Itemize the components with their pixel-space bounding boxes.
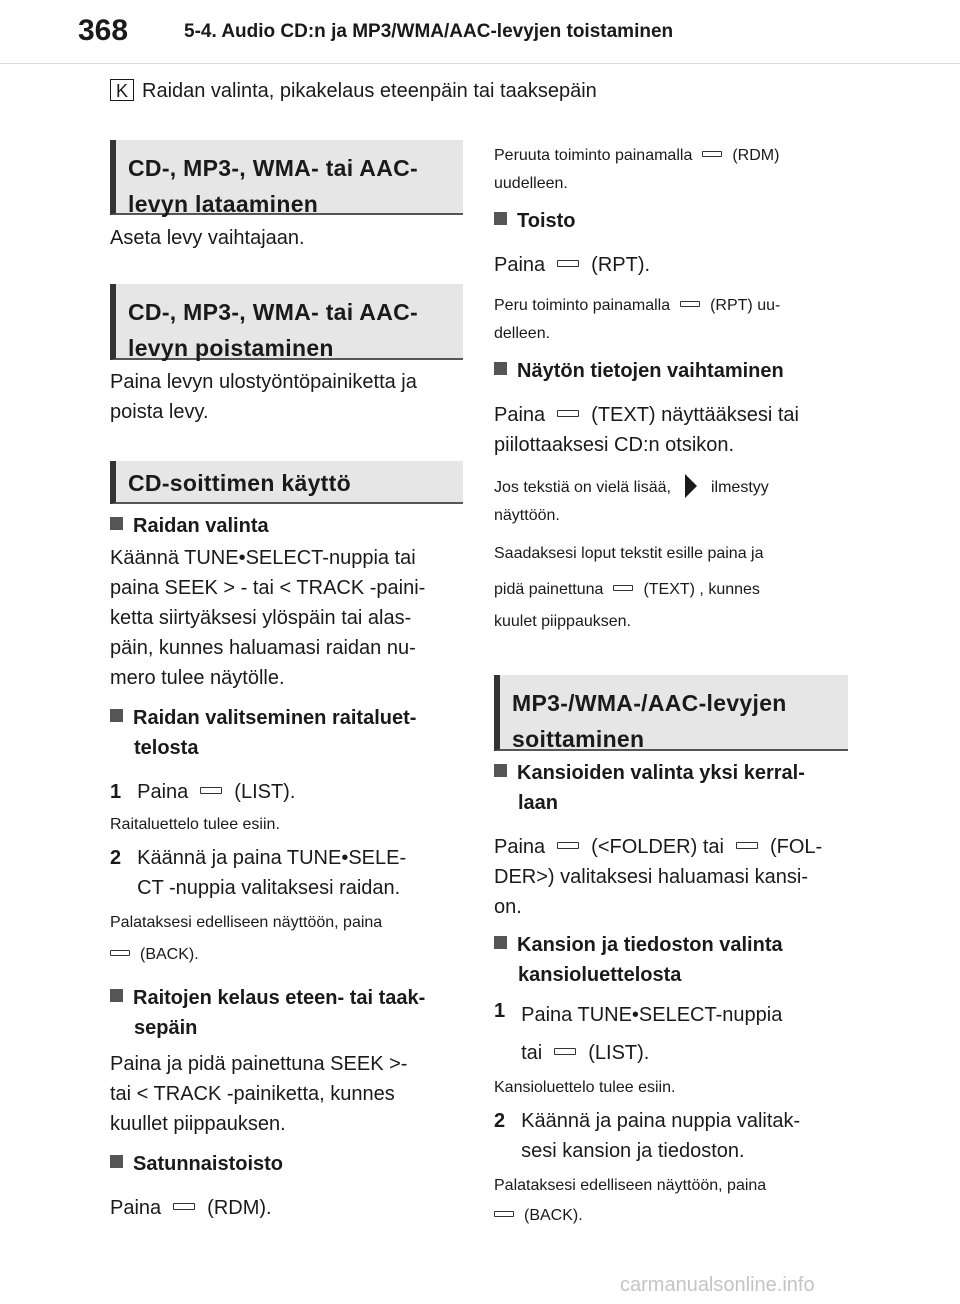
subheading-random: Satunnaistoisto	[110, 1149, 463, 1179]
bullet-square-icon	[494, 212, 507, 225]
page-number: 368	[78, 14, 129, 47]
right-content	[494, 142, 848, 636]
section-cd-player	[110, 461, 463, 504]
button-icon	[200, 787, 222, 794]
step-number: 1	[494, 1000, 506, 1022]
section-eject-disc	[110, 284, 463, 360]
step-1-note: Kansioluettelo tulee esiin.	[494, 1079, 676, 1096]
button-icon	[557, 842, 579, 849]
bullet-square-icon	[494, 362, 507, 375]
button-icon	[557, 410, 579, 417]
subheading-display-info: Näytön tietojen vaihtaminen	[494, 356, 848, 386]
bullet-square-icon	[494, 936, 507, 949]
section-title: MP3-/WMA-/AAC-levyjen	[512, 690, 787, 716]
running-head: 5-4. Audio CD:n ja MP3/WMA/AAC-levyjen toistaminen	[184, 21, 674, 42]
step-2: 2 Käännä ja paina nuppia valitak- sesi kansion ja tiedoston.	[494, 1110, 801, 1162]
step-1-note: Raitaluettelo tulee esiin.	[110, 816, 280, 833]
bullet-square-icon	[494, 764, 507, 777]
subheading-track-select: Raidan valinta	[110, 511, 463, 541]
display-info-text: Paina (TEXT) näyttääksesi tai piilottaaksesi CD:n otsikon.	[494, 404, 799, 456]
bullet-square-icon	[110, 709, 123, 722]
bullet-square-icon	[110, 517, 123, 530]
subheading-select-from-list: Raidan valitseminen raitaluet- telosta	[110, 703, 463, 763]
section-title: CD-soittimen käyttö	[128, 470, 351, 496]
fast-forward-text: Paina ja pidä painettuna SEEK >- tai < TRACK -painiketta, kunnes kuullet piippauksen.	[110, 1053, 408, 1135]
step-number: 2	[110, 847, 122, 869]
button-icon	[680, 301, 700, 307]
eject-instruction	[110, 367, 463, 427]
step-number: 2	[494, 1110, 506, 1132]
step-1: 1 Paina TUNE•SELECT-nuppia tai (LIST).	[494, 1000, 783, 1064]
more-text-note: Jos tekstiä on vielä lisää, ilmestyy näyttöön.	[494, 474, 848, 530]
left-content	[110, 511, 463, 1223]
button-icon	[613, 585, 633, 591]
subheading-folder-select: Kansioiden valinta yksi kerral- laan	[494, 758, 848, 818]
watermark: carmanualsonline.info	[620, 1274, 815, 1296]
button-icon	[557, 260, 579, 267]
section-title: soittaminen	[512, 726, 645, 752]
text-line: poista levy.	[110, 401, 209, 423]
subheading-fast-forward: Raitojen kelaus eteen- tai taak- sepäin	[110, 983, 463, 1043]
step-2: 2 Käännä ja paina TUNE•SELE- CT -nuppia valitaksesi raidan.	[110, 847, 407, 899]
step-2-note: Palataksesi edelliseen näyttöön, paina (BACK).	[494, 1177, 767, 1224]
section-mp3-playback	[494, 675, 848, 751]
callout-badge: K	[110, 79, 134, 101]
rest-text-note: Saadaksesi loput tekstit esille paina ja pidä painettuna (TEXT) , kunnes kuulet piippauksen.	[494, 545, 764, 630]
button-icon	[173, 1203, 195, 1210]
random-text: Paina (RDM).	[110, 1197, 272, 1219]
load-instruction: Aseta levy vaihtajaan.	[110, 227, 305, 249]
section-title: levyn lataaminen	[128, 191, 319, 217]
step-1: 1 Paina (LIST).	[110, 781, 296, 803]
section-title: CD-, MP3-, WMA- tai AAC-	[128, 299, 418, 325]
more-text-arrow-icon	[685, 474, 697, 498]
button-icon	[554, 1048, 576, 1055]
cancel-random-note: Peruuta toiminto painamalla (RDM) uudelleen.	[494, 147, 780, 192]
callout-caption: Raidan valinta, pikakelaus eteenpäin tai taaksepäin	[142, 80, 597, 102]
button-icon	[736, 842, 758, 849]
section-load-disc	[110, 140, 463, 215]
section-title: levyn poistaminen	[128, 335, 334, 361]
button-icon	[110, 950, 130, 956]
section-title: CD-, MP3-, WMA- tai AAC-	[128, 155, 418, 181]
button-icon	[702, 151, 722, 157]
header-divider	[0, 63, 960, 64]
bullet-square-icon	[110, 1155, 123, 1168]
folder-select-text: Paina (<FOLDER) tai (FOL- DER>) valitaksesi haluamasi kansi- on.	[494, 836, 823, 918]
button-icon	[494, 1211, 514, 1217]
right-mp3-content	[494, 758, 848, 1230]
step-number: 1	[110, 781, 122, 803]
subheading-folder-list: Kansion ja tiedoston valinta kansioluettelosta	[494, 930, 848, 990]
subheading-repeat: Toisto	[494, 206, 848, 236]
step-2-note: Palataksesi edelliseen näyttöön, paina (BACK).	[110, 914, 383, 963]
repeat-text: Paina (RPT).	[494, 254, 651, 276]
text-line: Paina levyn ulostyöntöpainiketta ja	[110, 371, 417, 393]
repeat-note: Peru toiminto painamalla (RPT) uu- delleen.	[494, 297, 781, 342]
bullet-square-icon	[110, 989, 123, 1002]
track-select-text: Käännä TUNE•SELECT-nuppia tai paina SEEK > - tai < TRACK -paini- ketta siirtyäksesi ylöspäin tai alas- päin, kunnes haluamasi raidan nu- mero tulee näytölle.	[110, 547, 426, 689]
